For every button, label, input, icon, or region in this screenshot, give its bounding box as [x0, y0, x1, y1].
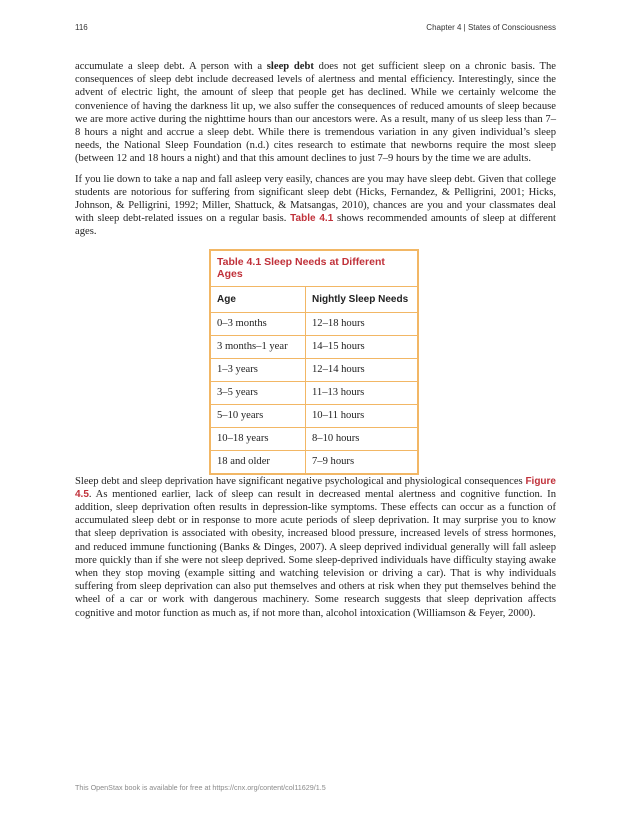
table-row [211, 358, 417, 381]
table-row [211, 335, 417, 358]
age-cell: 3 months–1 year [211, 335, 306, 358]
table-row [211, 427, 417, 450]
sleep-needs-cell: 7–9 hours [306, 450, 418, 473]
paragraph-text: shows recommended amounts of sleep at different ages. [75, 213, 557, 238]
table-reference-link[interactable]: Table 4.1 [290, 213, 334, 225]
footer-availability-note: This OpenStax book is available for free at https://cnx.org/content/col11629/1.5 [75, 783, 326, 792]
sleep-needs-cell: 12–14 hours [306, 358, 418, 381]
page-number: 116 [75, 23, 88, 32]
page-body [75, 60, 556, 627]
column-header-sleep-needs: Nightly Sleep Needs [306, 287, 418, 313]
sleep-needs-cell: 10–11 hours [306, 404, 418, 427]
table-grid [211, 287, 417, 473]
table-row [211, 312, 417, 335]
table-caption: Table 4.1 Sleep Needs at Different Ages [211, 251, 417, 287]
age-cell: 0–3 months [211, 312, 306, 335]
paragraph-consequences [75, 475, 556, 620]
paragraph-text: . As mentioned earlier, lack of sleep can result in decreased mental alertness and cognitive function. In addition, sleep deprivation often results in depression-like symptoms. These effects can occur as a function of accumulated sleep debt or in response to more acute periods of sleep deprivation. It may surprise you to know that sleep deprivation is associated with obesity, increased blood pressure, increased levels of stress hormones, and reduced immune functioning (Banks & Dinges, 2007). A sleep deprived individual generally will fall asleep more quickly than if she were not sleep deprived. Some sleep-deprived individuals have difficulty staying awake when they stop moving (example sitting and watching television or driving a car). That is why individuals suffering from sleep deprivation can also put themselves and others at risk when they put themselves behind the wheel of a car or work with dangerous machinery. Some research suggests that sleep deprivation affects cognitive and motor function as much as, if not more than, alcohol intoxication (Williamson & Feyer, 2000). [75, 488, 556, 619]
paragraph-sleep-debt [75, 60, 556, 166]
paragraph-nap [75, 173, 556, 239]
age-cell: 5–10 years [211, 404, 306, 427]
sleep-needs-cell: 12–18 hours [306, 312, 418, 335]
paragraph-text: accumulate a sleep debt. A person with a [75, 61, 267, 72]
figure-reference-link[interactable]: Figure 4.5 [75, 475, 556, 500]
sleep-needs-cell: 11–13 hours [306, 381, 418, 404]
age-cell: 10–18 years [211, 427, 306, 450]
sleep-needs-cell: 8–10 hours [306, 427, 418, 450]
paragraph-text: does not get sufficient sleep on a chronic basis. The consequences of sleep debt include decreased levels of alertness and mental efficiency. Interestingly, since the advent of electric light, the amount of sleep that people get has declined. While we certainly welcome the convenience of having the darkness lit up, we also suffer the consequences of reduced amounts of sleep because we are more active during the nighttime hours than our ancestors were. As a result, many of us sleep less than 7–8 hours a night and accrue a sleep debt. While there is tremendous variation in any given individual’s sleep needs, the National Sleep Foundation (n.d.) cites research to estimate that newborns require the most sleep (between 12 and 18 hours a night) and that this amount declines to just 7–9 hours by the time we are adults. [75, 61, 556, 165]
table-row [211, 404, 417, 427]
age-cell: 18 and older [211, 450, 306, 473]
age-cell: 3–5 years [211, 381, 306, 404]
table-header-row [211, 287, 417, 313]
paragraph-text: If you lie down to take a nap and fall asleep very easily, chances are you may have sleep debt. Given that college students are notorious for suffering from significant sleep debt (Hicks, Fernandez, & Pelligrini, 2001; Hicks, Johnson, & Pelligrini, 1992; Miller, Shattuck, & Matsangas, 2010), chances are you and your classmates deal with sleep debt-related issues on a regular basis. [75, 173, 556, 225]
running-head: Chapter 4 | States of Consciousness [426, 23, 556, 32]
age-cell: 1–3 years [211, 358, 306, 381]
sleep-needs-table [209, 249, 419, 475]
table-row [211, 450, 417, 473]
paragraph-text: Sleep debt and sleep deprivation have significant negative psychological and physiological consequences [75, 475, 526, 487]
table-row [211, 381, 417, 404]
key-term-sleep-debt: sleep debt [266, 61, 314, 72]
column-header-age: Age [211, 287, 306, 313]
sleep-needs-cell: 14–15 hours [306, 335, 418, 358]
